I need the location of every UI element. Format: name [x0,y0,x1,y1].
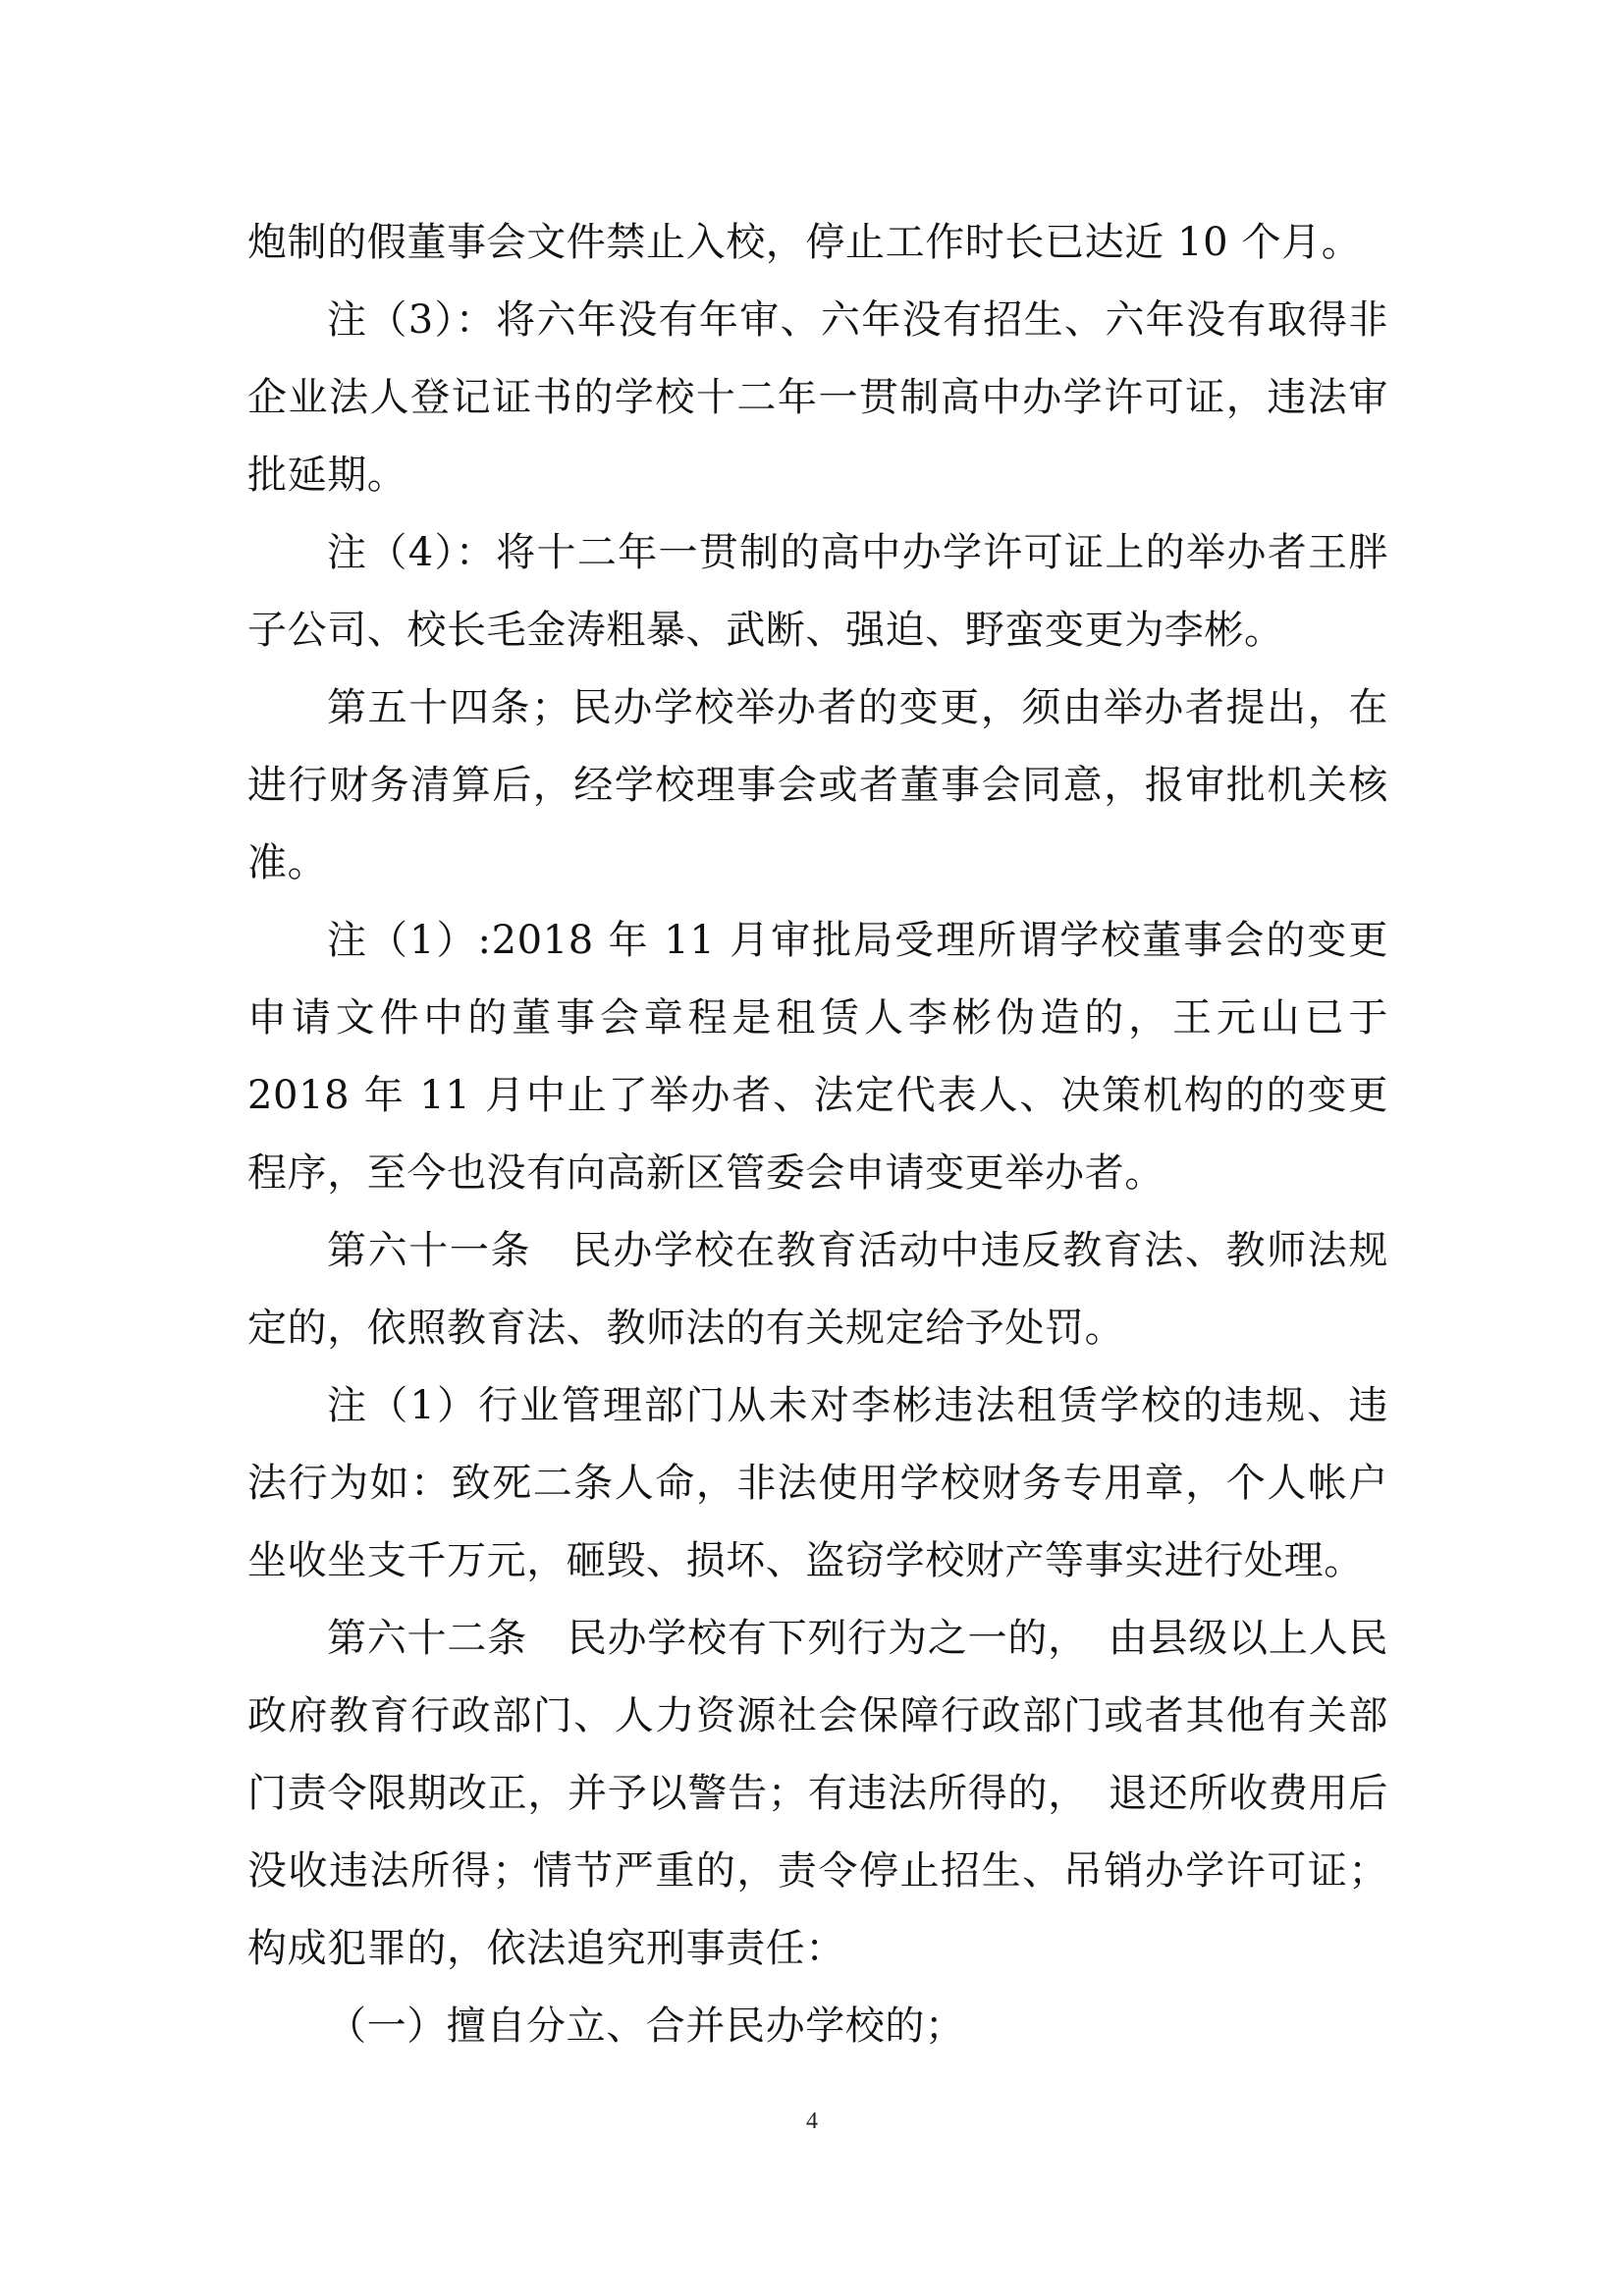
article-62-paragraph: 第六十二条 民办学校有下列行为之一的， 由县级以上人民政府教育行政部门、人力资源社会保障行政部门或者其他有关部门责令限期改正，并予以警告；有违法所得的， 退还所收费用后没收违法所得；情节严重的，责令停止招生、吊销办学许可证；构成犯罪的，依法追究刑事责任： [247,1616,1388,1971]
article-54-paragraph: 第五十四条；民办学校举办者的变更，须由举办者提出，在进行财务清算后，经学校理事会或者董事会同意，报审批机关核准。 [247,685,1388,885]
note-1-article-54-paragraph: 注（1）:2018 年 11 月审批局受理所谓学校董事会的变更申请文件中的董事会章程是租赁人李彬伪造的，王元山已于 2018 年 11 月中止了举办者、法定代表人、决策机构的的变更程序，至今也没有向高新区管委会申请变更举办者。 [247,918,1388,1196]
item-1-paragraph: （一）擅自分立、合并民办学校的； [327,2003,965,2049]
article-61-paragraph: 第六十一条 民办学校在教育活动中违反教育法、教师法规定的，依照教育法、教师法的有关规定给予处罚。 [247,1228,1388,1351]
document-body [247,204,1388,2065]
paragraph-continuation: 炮制的假董事会文件禁止入校，停止工作时长已达近 10 个月。 [247,220,1362,265]
page-number: 4 [806,2109,818,2134]
note-3-paragraph: 注（3）：将六年没有年审、六年没有招生、六年没有取得非企业法人登记证书的学校十二年一贯制高中办学许可证，违法审批延期。 [247,297,1388,498]
note-1-article-61-paragraph: 注（1）行业管理部门从未对李彬违法租赁学校的违规、违法行为如：致死二条人命，非法使用学校财务专用章，个人帐户坐收坐支千万元，砸毁、损坏、盗窃学校财产等事实进行处理。 [247,1383,1388,1583]
note-4-paragraph: 注（4）：将十二年一贯制的高中办学许可证上的举办者王胖子公司、校长毛金涛粗暴、武断、强迫、野蛮变更为李彬。 [247,530,1388,653]
